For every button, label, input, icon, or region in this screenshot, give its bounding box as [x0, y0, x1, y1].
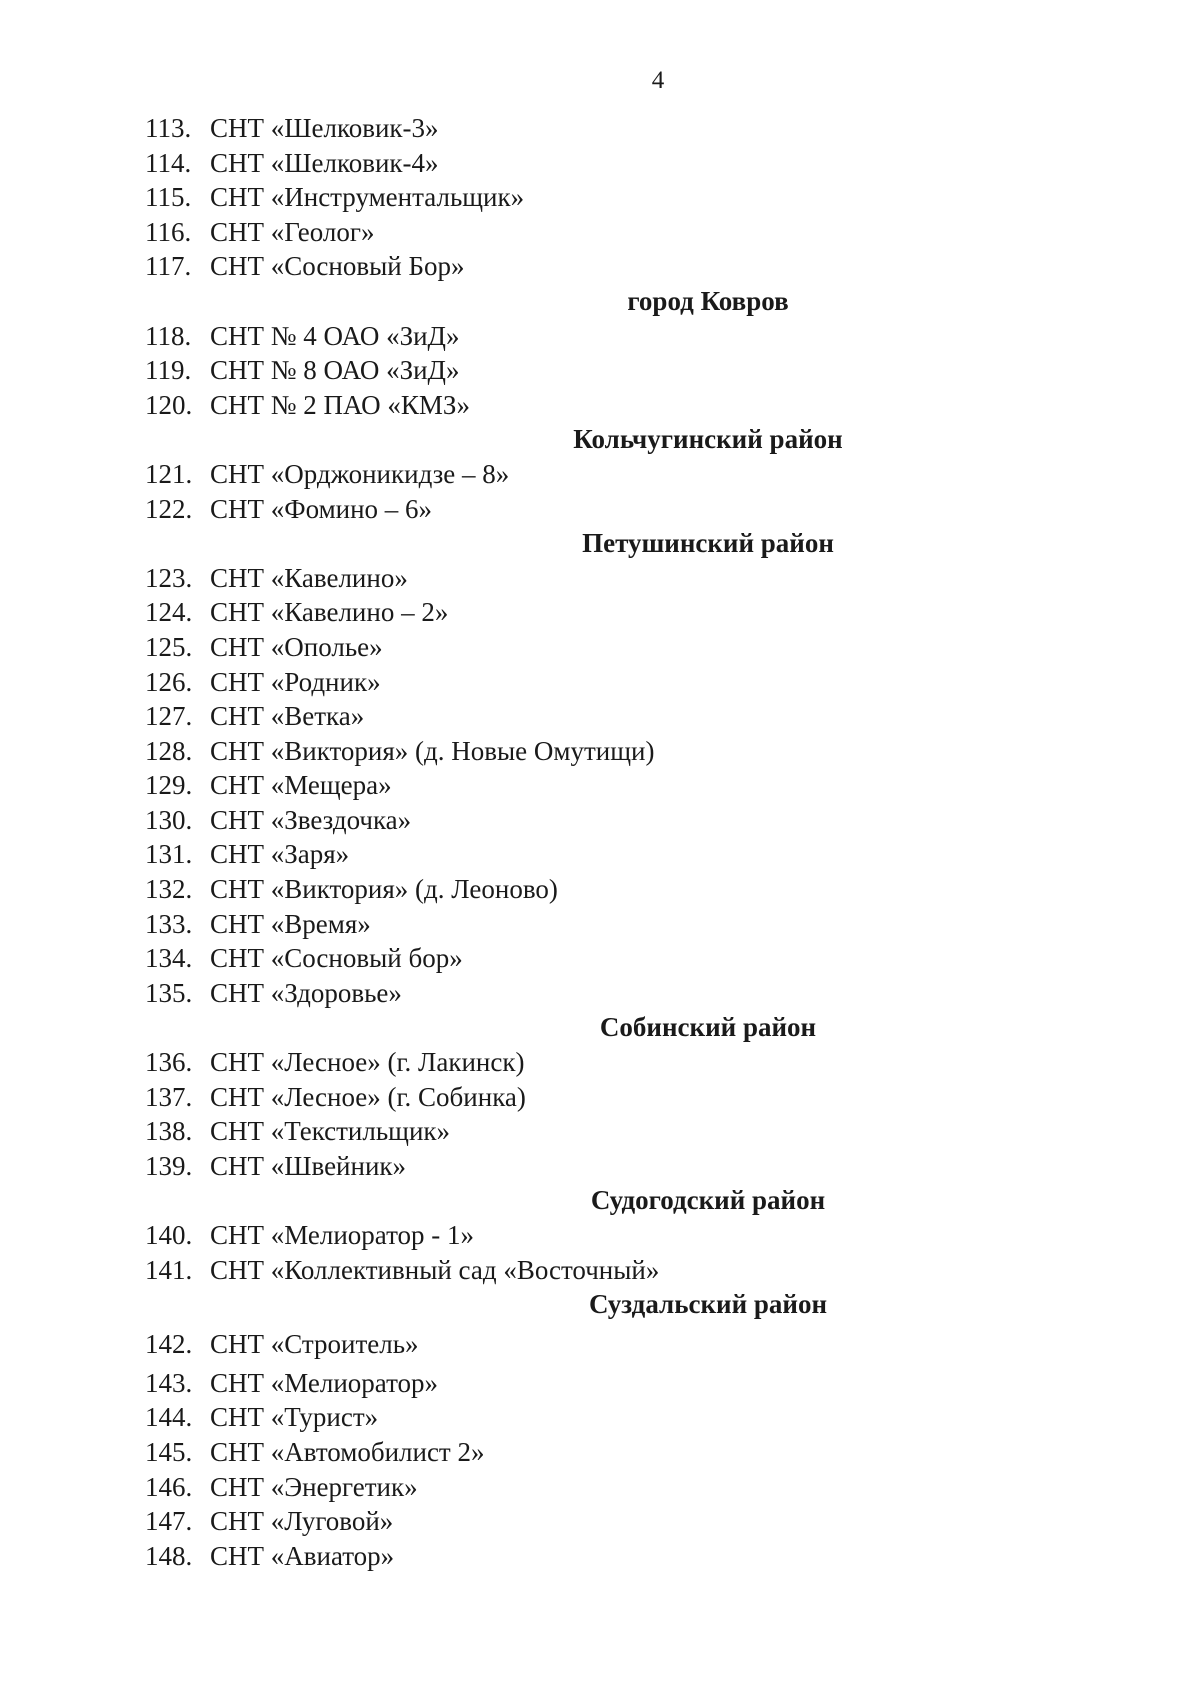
list-item: [145, 734, 1065, 769]
list-item: [145, 1470, 1065, 1505]
list-item: [145, 1366, 1065, 1401]
list-item-text: СНТ «Энергетик»: [210, 1471, 418, 1502]
list-item-text: СНТ «Фомино – 6»: [210, 493, 433, 524]
list-item-text: СНТ «Геолог»: [210, 216, 375, 247]
list-item: [145, 1400, 1065, 1435]
list-item-number: 123.: [145, 562, 193, 593]
list-item: [145, 803, 1065, 838]
list-item-number: 121.: [145, 458, 193, 489]
list-item-text: СНТ «Виктория» (д. Новые Омутищи): [210, 735, 655, 766]
list-item-text: СНТ «Строитель»: [210, 1328, 419, 1359]
list-item: [145, 492, 1065, 527]
list-item: [145, 1218, 1065, 1253]
list-item-text: СНТ «Автомобилист 2»: [210, 1436, 485, 1467]
list-item: [145, 319, 1065, 354]
list-item-text: СНТ «Луговой»: [210, 1506, 394, 1537]
list-item-number: 145.: [145, 1436, 193, 1467]
list-item-text: СНТ «Сосновый бор»: [210, 943, 463, 974]
list-item-number: 135.: [145, 977, 193, 1008]
list-item-number: 127.: [145, 701, 193, 732]
list-item: [145, 1045, 1065, 1080]
list-item-number: 130.: [145, 804, 193, 835]
list-item: [145, 837, 1065, 872]
list-item: [145, 1114, 1065, 1149]
list-item-number: 139.: [145, 1150, 193, 1181]
list-item-number: 124.: [145, 597, 193, 628]
list-item-text: СНТ «Мелиоратор»: [210, 1367, 439, 1398]
list-item-text: СНТ «Лесное» (г. Лакинск): [210, 1047, 525, 1078]
list-item-text: СНТ «Орджоникидзе – 8»: [210, 458, 510, 489]
list-item-number: 122.: [145, 493, 193, 524]
list-item: [145, 353, 1065, 388]
list-item-number: 143.: [145, 1367, 193, 1398]
list-item: [145, 699, 1065, 734]
list-item: [145, 1253, 1065, 1288]
list-item-number: 126.: [145, 666, 193, 697]
list-item-text: СНТ «Кавелино»: [210, 562, 408, 593]
list-item: [145, 941, 1065, 976]
section-heading: город Ковров: [627, 285, 789, 316]
list-item: [145, 1435, 1065, 1470]
list-item-number: 140.: [145, 1220, 193, 1250]
list-item-number: 138.: [145, 1116, 193, 1147]
list-item-text: СНТ «Авиатор»: [210, 1540, 395, 1571]
list-item: [145, 561, 1065, 596]
list-item-text: СНТ «Лесное» (г. Собинка): [210, 1081, 526, 1112]
list-item: [145, 595, 1065, 630]
list-item: [145, 215, 1065, 250]
list-item: [145, 907, 1065, 942]
list-item-text: СНТ «Виктория» (д. Леоново): [210, 874, 558, 905]
list-item: [145, 180, 1065, 215]
list-item-text: СНТ «Турист»: [210, 1402, 379, 1433]
list-item: [145, 872, 1065, 907]
list-item-number: 116.: [145, 216, 192, 247]
section-heading: Суздальский район: [588, 1289, 828, 1320]
list-item-number: 128.: [145, 735, 193, 766]
list-item-number: 120.: [145, 389, 193, 420]
section-heading: Судогодский район: [590, 1185, 826, 1216]
page-number: 4: [651, 67, 665, 94]
list-item-number: 134.: [145, 943, 193, 974]
list-item-text: СНТ № 8 ОАО «ЗиД»: [210, 355, 460, 386]
list-item: [145, 249, 1065, 284]
list-item-number: 119.: [145, 355, 192, 386]
list-item: [145, 1504, 1065, 1539]
list-item-text: СНТ № 2 ПАО «КМЗ»: [210, 389, 470, 420]
list-item-text: СНТ «Мещера»: [210, 770, 392, 801]
list-item-text: СНТ «Шелковик-3»: [210, 113, 439, 143]
list-item-number: 147.: [145, 1506, 193, 1537]
list-item-text: СНТ «Заря»: [210, 839, 350, 870]
list-item-number: 142.: [145, 1328, 193, 1359]
list-item-number: 113.: [145, 113, 192, 143]
list-item-number: 125.: [145, 631, 193, 662]
list-item: [145, 146, 1065, 181]
list-item-text: СНТ «Ополье»: [210, 631, 383, 662]
list-item-text: СНТ «Ветка»: [210, 701, 365, 732]
list-item-number: 131.: [145, 839, 193, 870]
document-list: [145, 111, 1065, 1573]
list-item-number: 137.: [145, 1081, 193, 1112]
list-item-number: 117.: [145, 251, 192, 282]
list-item-number: 115.: [145, 182, 192, 213]
list-item-text: СНТ «Кавелино – 2»: [210, 597, 449, 628]
list-item-number: 133.: [145, 908, 193, 939]
list-item: [145, 768, 1065, 803]
list-item-text: СНТ № 4 ОАО «ЗиД»: [210, 320, 460, 351]
list-item-text: СНТ «Мелиоратор - 1»: [210, 1220, 475, 1250]
list-item-number: 136.: [145, 1047, 193, 1078]
list-item-text: СНТ «Инструментальщик»: [210, 182, 525, 213]
list-item-text: СНТ «Текстильщик»: [210, 1116, 451, 1147]
list-item-number: 118.: [145, 320, 192, 351]
list-item-text: СНТ «Время»: [210, 908, 371, 939]
list-item: [145, 1322, 1065, 1366]
list-item-number: 144.: [145, 1402, 193, 1433]
list-item-number: 146.: [145, 1471, 193, 1502]
list-item-text: СНТ «Швейник»: [210, 1150, 407, 1181]
list-item: [145, 1149, 1065, 1184]
list-item: [145, 1539, 1065, 1574]
list-item: [145, 111, 1065, 146]
list-item-text: СНТ «Сосновый Бор»: [210, 251, 465, 282]
list-item-text: СНТ «Звездочка»: [210, 804, 412, 835]
list-item: [145, 976, 1065, 1011]
list-item-number: 141.: [145, 1254, 193, 1285]
list-item-text: СНТ «Родник»: [210, 666, 381, 697]
list-item-text: СНТ «Шелковик-4»: [210, 147, 439, 178]
list-item-number: 114.: [145, 147, 192, 178]
section-heading: Петушинский район: [582, 528, 834, 559]
list-item-number: 129.: [145, 770, 193, 801]
list-item: [145, 630, 1065, 665]
list-item-text: СНТ «Коллективный сад «Восточный»: [210, 1254, 660, 1285]
section-heading: Кольчугинский район: [573, 424, 843, 455]
list-item-text: СНТ «Здоровье»: [210, 977, 402, 1008]
list-item: [145, 1080, 1065, 1115]
list-item-number: 148.: [145, 1540, 193, 1571]
list-item: [145, 457, 1065, 492]
section-heading: Собинский район: [599, 1012, 817, 1043]
list-item: [145, 665, 1065, 700]
list-item: [145, 388, 1065, 423]
list-item-number: 132.: [145, 874, 193, 905]
